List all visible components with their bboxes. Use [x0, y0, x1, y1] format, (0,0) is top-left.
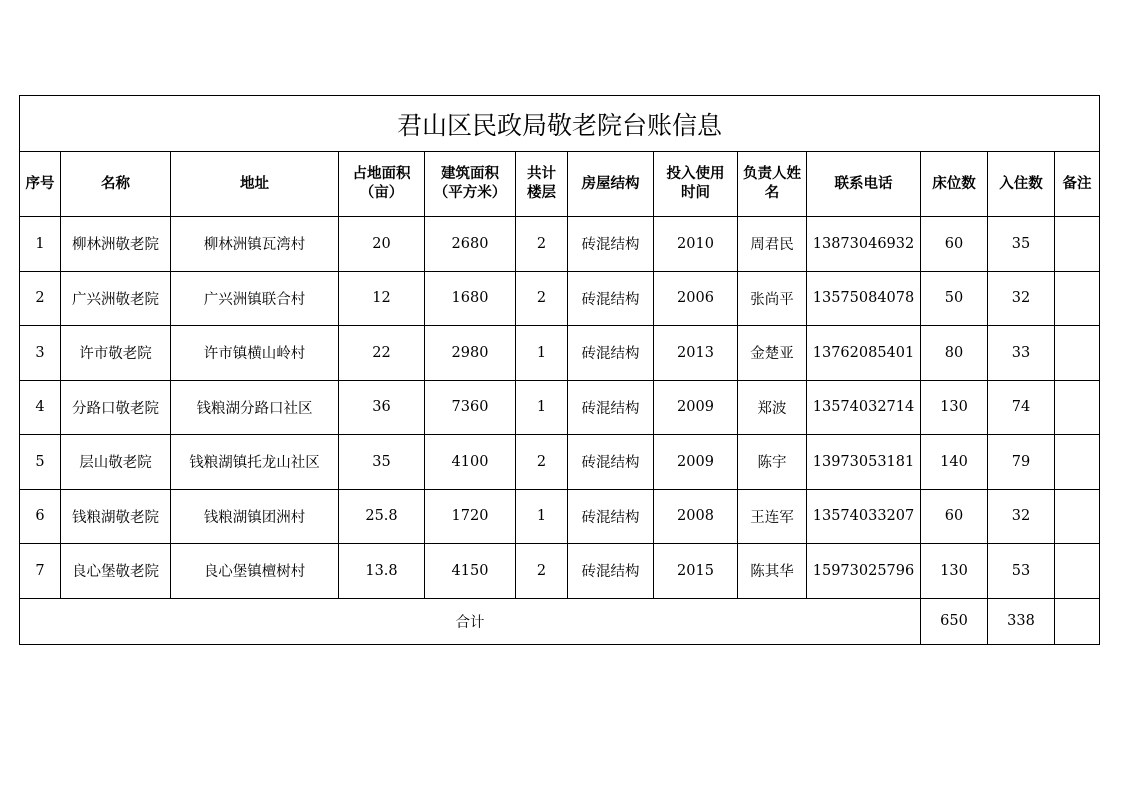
table-row — [20, 217, 1100, 272]
cell-residents: 32 — [988, 271, 1055, 326]
cell-building-area: 4100 — [425, 435, 516, 490]
header-beds: 床位数 — [921, 152, 988, 217]
cell-manager: 陈宇 — [738, 435, 807, 490]
cell-residents: 74 — [988, 380, 1055, 435]
header-floors-line2: 楼层 — [527, 185, 556, 201]
cell-structure: 砖混结构 — [568, 435, 654, 490]
cell-land-area: 12 — [339, 271, 425, 326]
cell-phone: 13973053181 — [807, 435, 921, 490]
cell-structure: 砖混结构 — [568, 326, 654, 381]
cell-name: 许市敬老院 — [61, 326, 171, 381]
header-in-use — [654, 152, 738, 217]
header-floors — [516, 152, 568, 217]
cell-phone: 13575084078 — [807, 271, 921, 326]
cell-index: 7 — [20, 544, 61, 599]
header-manager — [738, 152, 807, 217]
cell-residents: 53 — [988, 544, 1055, 599]
header-in-use-line1: 投入使用 — [666, 166, 725, 182]
header-in-use-line2: 时间 — [681, 185, 710, 201]
cell-name: 柳林洲敬老院 — [61, 217, 171, 272]
cell-building-area: 1720 — [425, 489, 516, 544]
cell-land-area: 22 — [339, 326, 425, 381]
cell-land-area: 35 — [339, 435, 425, 490]
cell-beds: 50 — [921, 271, 988, 326]
cell-land-area: 13.8 — [339, 544, 425, 599]
cell-in-use: 2015 — [654, 544, 738, 599]
header-manager-line2: 名 — [764, 185, 780, 201]
table-row — [20, 326, 1100, 381]
header-building-area-line1: 建筑面积 — [441, 166, 499, 182]
cell-address: 钱粮湖镇团洲村 — [171, 489, 339, 544]
header-land-area — [339, 152, 425, 217]
cell-manager: 王连军 — [738, 489, 807, 544]
header-floors-line1: 共计 — [527, 166, 556, 182]
cell-beds: 60 — [921, 489, 988, 544]
table-row — [20, 544, 1100, 599]
cell-remarks — [1055, 380, 1100, 435]
cell-phone: 13574032714 — [807, 380, 921, 435]
cell-address: 柳林洲镇瓦湾村 — [171, 217, 339, 272]
cell-remarks — [1055, 489, 1100, 544]
cell-name: 钱粮湖敬老院 — [61, 489, 171, 544]
header-building-area — [425, 152, 516, 217]
total-residents: 338 — [988, 598, 1055, 644]
header-row — [20, 152, 1100, 217]
cell-index: 1 — [20, 217, 61, 272]
cell-beds: 60 — [921, 217, 988, 272]
table-row — [20, 380, 1100, 435]
header-index: 序号 — [20, 152, 61, 217]
cell-manager: 郑波 — [738, 380, 807, 435]
cell-name: 广兴洲敬老院 — [61, 271, 171, 326]
cell-address: 钱粮湖镇托龙山社区 — [171, 435, 339, 490]
cell-address: 良心堡镇檀树村 — [171, 544, 339, 599]
cell-structure: 砖混结构 — [568, 217, 654, 272]
cell-address: 许市镇横山岭村 — [171, 326, 339, 381]
cell-index: 6 — [20, 489, 61, 544]
cell-phone: 15973025796 — [807, 544, 921, 599]
cell-name: 层山敬老院 — [61, 435, 171, 490]
cell-remarks — [1055, 326, 1100, 381]
cell-address: 钱粮湖分路口社区 — [171, 380, 339, 435]
cell-floors: 2 — [516, 271, 568, 326]
cell-phone: 13762085401 — [807, 326, 921, 381]
table-row — [20, 271, 1100, 326]
total-label: 合计 — [20, 598, 921, 644]
cell-remarks — [1055, 217, 1100, 272]
cell-beds: 140 — [921, 435, 988, 490]
cell-phone: 13873046932 — [807, 217, 921, 272]
header-phone: 联系电话 — [807, 152, 921, 217]
header-remarks: 备注 — [1055, 152, 1100, 217]
table-row — [20, 489, 1100, 544]
total-remarks — [1055, 598, 1100, 644]
header-address: 地址 — [171, 152, 339, 217]
cell-in-use: 2008 — [654, 489, 738, 544]
header-land-area-line2: （亩） — [359, 185, 404, 201]
table-row — [20, 435, 1100, 490]
cell-floors: 2 — [516, 435, 568, 490]
header-name: 名称 — [61, 152, 171, 217]
nursing-home-ledger-table — [19, 95, 1100, 645]
header-structure: 房屋结构 — [568, 152, 654, 217]
cell-in-use: 2006 — [654, 271, 738, 326]
cell-building-area: 7360 — [425, 380, 516, 435]
cell-building-area: 4150 — [425, 544, 516, 599]
cell-in-use: 2013 — [654, 326, 738, 381]
cell-remarks — [1055, 271, 1100, 326]
cell-structure: 砖混结构 — [568, 271, 654, 326]
header-residents: 入住数 — [988, 152, 1055, 217]
cell-manager: 金楚亚 — [738, 326, 807, 381]
total-beds: 650 — [921, 598, 988, 644]
cell-floors: 2 — [516, 544, 568, 599]
cell-in-use: 2010 — [654, 217, 738, 272]
cell-remarks — [1055, 544, 1100, 599]
cell-name: 分路口敬老院 — [61, 380, 171, 435]
cell-manager: 张尚平 — [738, 271, 807, 326]
cell-beds: 80 — [921, 326, 988, 381]
cell-name: 良心堡敬老院 — [61, 544, 171, 599]
cell-index: 2 — [20, 271, 61, 326]
cell-floors: 1 — [516, 326, 568, 381]
cell-floors: 2 — [516, 217, 568, 272]
cell-beds: 130 — [921, 380, 988, 435]
total-row — [20, 598, 1100, 644]
cell-floors: 1 — [516, 489, 568, 544]
cell-phone: 13574033207 — [807, 489, 921, 544]
cell-index: 3 — [20, 326, 61, 381]
cell-beds: 130 — [921, 544, 988, 599]
cell-manager: 周君民 — [738, 217, 807, 272]
cell-structure: 砖混结构 — [568, 380, 654, 435]
title-row — [20, 96, 1100, 152]
cell-building-area: 1680 — [425, 271, 516, 326]
cell-floors: 1 — [516, 380, 568, 435]
page-title: 君山区民政局敬老院台账信息 — [20, 96, 1100, 152]
cell-remarks — [1055, 435, 1100, 490]
cell-land-area: 36 — [339, 380, 425, 435]
cell-residents: 79 — [988, 435, 1055, 490]
cell-index: 5 — [20, 435, 61, 490]
cell-land-area: 20 — [339, 217, 425, 272]
header-land-area-line1: 占地面积 — [352, 166, 411, 182]
cell-structure: 砖混结构 — [568, 489, 654, 544]
cell-residents: 35 — [988, 217, 1055, 272]
cell-manager: 陈其华 — [738, 544, 807, 599]
cell-in-use: 2009 — [654, 380, 738, 435]
cell-in-use: 2009 — [654, 435, 738, 490]
cell-structure: 砖混结构 — [568, 544, 654, 599]
cell-index: 4 — [20, 380, 61, 435]
cell-building-area: 2980 — [425, 326, 516, 381]
cell-address: 广兴洲镇联合村 — [171, 271, 339, 326]
cell-residents: 33 — [988, 326, 1055, 381]
header-building-area-line2: （平方米） — [433, 185, 507, 201]
cell-residents: 32 — [988, 489, 1055, 544]
cell-building-area: 2680 — [425, 217, 516, 272]
cell-land-area: 25.8 — [339, 489, 425, 544]
header-manager-line1: 负责人姓 — [743, 166, 801, 182]
